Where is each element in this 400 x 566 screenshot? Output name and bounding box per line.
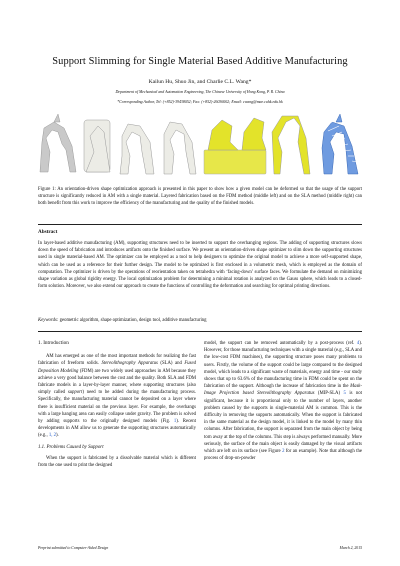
mesh-line <box>336 138 345 141</box>
citation-link[interactable]: 4 <box>356 341 360 346</box>
figure-1-caption: Figure 1: An orientation-driven shape optimization approach is presented in this paper to show how a given model can be deformed so that the usage of the support structure is significantly reduced in AM with a single material. Layered fabrication based on the FDM method (middle left) and on the SLA method (middle right) can both benefit from this work to improve the efficiency of the manufacturing and the quality of the finished models. <box>38 187 362 207</box>
fdm-optimized-prints-image <box>120 122 196 174</box>
keywords-label: Keywords: <box>38 318 59 323</box>
original-model-image <box>40 114 76 172</box>
right-column <box>204 340 362 462</box>
abstract-heading: Abstract <box>38 229 58 235</box>
corresponding-author: *Corresponding Author, Tel: (+852)-39438052; Fax: (+852)-26036002; Email: cwang@mae.cuhk.edu.hk <box>117 100 283 104</box>
affiliation: Department of Mechanical and Automation Engineering, The Chinese University of Hong Kong, P. R. China <box>115 90 285 94</box>
citation-link[interactable]: 5 <box>343 391 346 397</box>
left-column <box>38 340 196 469</box>
abstract-text: In layer-based additive manufacturing (AM), supporting structures need to be inserted to support the overhanging regions. The adding of supporting structures slows down the speed of fabrication and introduces artifacts onto the finished surface. We present an orientation-driven shape optimizer to slim down the supporting structures used in single material-based AM. The optimizer can be employed as a tool to help designers to optimize the original model to achieve a more self-supported shape, which can be used as a reference for their further design. The model to be optimized is first enclosed in a volumetric mesh, which is employed as the domain of computation. The optimizer is driven by the operations of reorientation taken on tetrahedra with ‘facing-down’ surface faces. We formulate the demand on minimizing shape variation as global rigidity energy. The local optimization problem for determining a minimal rotation is analyzed on the Gauss sphere, which leads to a closed-form solution. Moreover, we also extend our approach to create the functions of controlling the deformation and searching for optimal printing directions. <box>38 241 362 290</box>
fdm-support-print-image <box>84 120 110 172</box>
subsection-heading: 1.1. Problems Caused by Support <box>38 444 104 450</box>
rule-top <box>38 224 362 225</box>
author-list: Kailun Hu, Shuo Jin, and Charlie C.L. Wang* <box>148 79 252 85</box>
figure-1 <box>36 112 366 178</box>
figure-ref-link[interactable]: 1 <box>173 419 177 425</box>
keywords-line <box>38 318 362 323</box>
keywords-text: geometric algorithm, shape optimization, design tool, additive manufacturing <box>59 318 207 323</box>
footer-right: March 2, 2015 <box>339 546 362 550</box>
citation-link[interactable]: 1, 2 <box>48 433 56 439</box>
subsection-paragraph: When the support is fabricated by a dissolvable material which is different from the one used to print the designed <box>38 455 196 469</box>
sla-support-prints-image <box>204 116 310 174</box>
footer-left: Preprint submitted to Computer-Aided Design <box>38 546 109 550</box>
section-introduction-heading: 1. Introduction <box>38 340 69 346</box>
rule-bottom <box>38 331 362 332</box>
paper-title: Support Slimming for Single Material Based Additive Manufacturing <box>52 56 348 67</box>
optimized-model-image <box>322 114 358 174</box>
right-paragraph: model, the support can be removed automatically by a post-process (ref. 4). However, for those manufacturing techniques with a single material (e.g., SLA and the low-cost FDM machines), the supporting structure poses many problems to users. Firstly, the volume of the support could be large compared to the designed model, which leads to a significant waste of materials, energy and time - our study shows that up to 63.6% of the manufacturing time in FDM could be spent on the fabrication of the support. Although the increase of fabrication time in the Mask-Image Projection based Stereolithography Apparatus (MIP-SLA) 5 is not significant, because it is proportional only to the number of layers, another problem caused by the supports in single-material AM is common. This is the difficulty in removing the supports automatically. When the support is fabricated in the same material as the design model, it is linked to the model by many thin columns. After fabrication, the support is separated from the main object by being torn away at the top of the columns. This step is always performed manually. More seriously, the surface of the main object is easily damaged by the visual artifacts which are left on its surface (see Figure 2 for an example). Note that although the process of drop-on-powder <box>204 341 363 462</box>
figure-ref-link[interactable]: 2 <box>282 449 285 455</box>
intro-paragraph: AM has emerged as one of the most important methods for realizing the fast fabrication of freeform solids. Stereolithography Apparatus (SLA) and Fused Deposition Modeling (FDM) are two widely used approaches in AM because they achieve a very good balance between the cost and the quality. Both SLA and FDM fabricate models in a layer-by-layer manner, where supporting structures (also simply called support) need to be added during the manufacturing process. Specifically, the manufacturing material cannot be deposited on a layer where there is insufficient material on the previous layer. For example, the overhangs with a large hanging area can easily collapse under gravity. The problem is solved by adding supports to the originally designed models (Fig. 1). Recent developments in AM allow us to generate the supporting structures automatically (e.g., 1, 2). <box>38 354 196 439</box>
